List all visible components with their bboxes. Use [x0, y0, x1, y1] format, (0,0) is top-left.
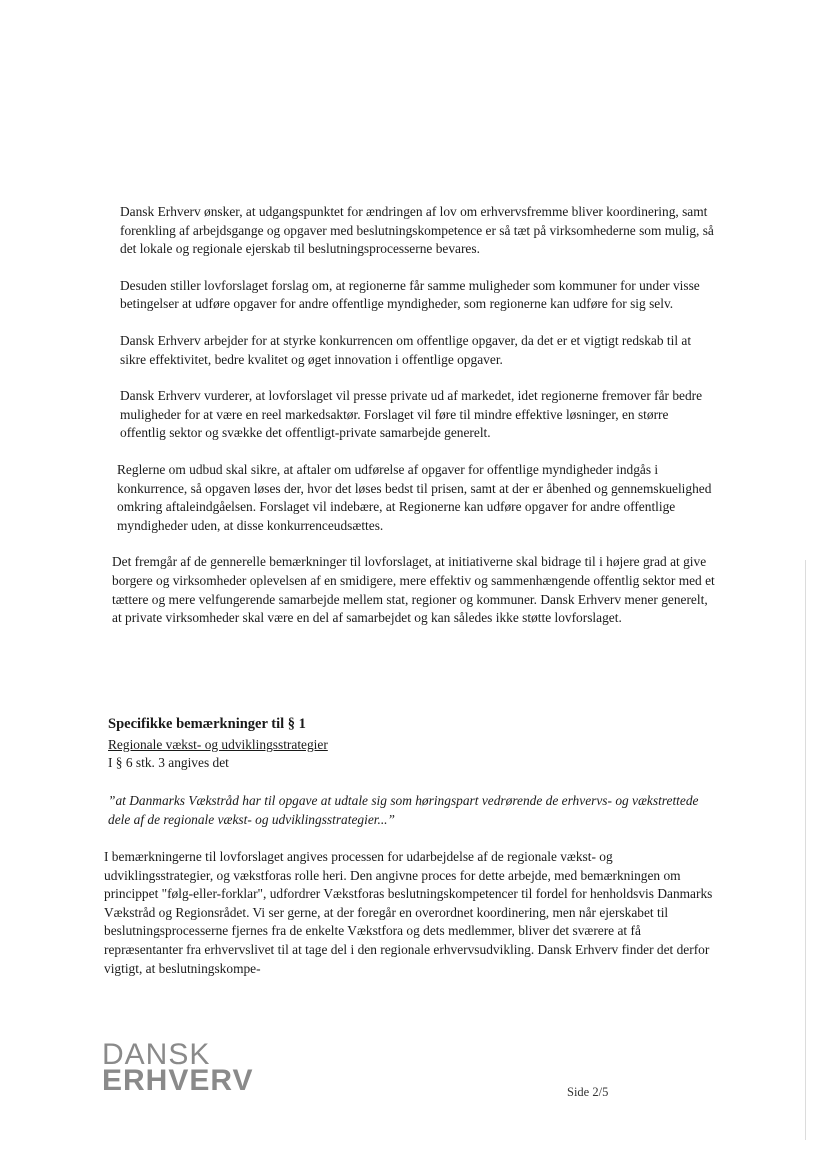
- section-quote: ”at Danmarks Vækstråd har til opgave at udtale sig som høringspart vedrørende de erhvervs- og vækstrettede dele af de regionale vækst- og udviklingsstrategier...”: [108, 793, 699, 827]
- paragraph-6: Det fremgår af de gennerelle bemærkninger til lovforslaget, at initiativerne skal bidrage til i højere grad at give borgere og virksomheder oplevelsen af en smidigere, mere effektiv og sammenhængende offentlig sektor med et tættere og mere velfungerende samarbejde mellem stat, regioner og kommuner. Dansk Erhverv mener generelt, at private virksomheder skal være en del af samarbejdet og kan således ikke støtte lovforslaget.: [112, 554, 715, 626]
- logo-line-1: DANSK: [102, 1038, 211, 1071]
- body-text-top: [104, 203, 716, 646]
- section-subheading: Regionale vækst- og udviklingsstrategier: [108, 737, 328, 752]
- paragraph-2: Desuden stiller lovforslaget forslag om, at regionerne får samme muligheder som kommuner for under visse betingelser at udføre opgaver for andre offentlige myndigheder, som regionerne kan udføre for sig selv.: [120, 277, 700, 312]
- scan-edge-divider: [805, 560, 806, 1140]
- paragraph-1: Dansk Erhverv ønsker, at udgangspunktet for ændringen af lov om erhvervsfremme bliver koordinering, samt forenkling af arbejdsgange og opgaver med beslutningskompetence er så tæt på virksomhederne som mulig, så det lokale og regionale ejerskab til beslutningsprocesserne bevares.: [120, 204, 714, 257]
- page-number: Side 2/5: [567, 1085, 609, 1099]
- paragraph-3: Dansk Erhverv arbejder for at styrke konkurrencen om offentlige opgaver, da det er et vigtigt redskab til at sikre effektivitet, bedre kvalitet og øget innovation i offentlige opgaver.: [120, 332, 692, 367]
- paragraph-4: Dansk Erhverv vurderer, at lovforslaget vil presse private ud af markedet, idet regionerne fremover får bedre muligheder for at være en reel markedsaktør. Forslaget vil føre til mindre effektive løsninger, en større offentlig sektor og svække det offentligt-private samarbejde generelt.: [120, 388, 703, 441]
- paragraph-5: Reglerne om udbud skal sikre, at aftaler om udførelse af opgaver for offentlige myndigheder indgås i konkurrence, så opgaven løses der, hvor det løses bedst til prisen, samt at der er åbenhed og gennemskuelighed omkring aftaleindgåelsen. Forslaget vil indebære, at Regionerne kan udføre opgaver for andre offentlige myndigheder uden, at disse konkurrenceudsættes.: [117, 461, 712, 533]
- dansk-erhverv-logo: [102, 1038, 254, 1097]
- section-heading: Specifikke bemærkninger til § 1: [108, 716, 306, 732]
- logo-line-2: ERHVERV: [102, 1064, 254, 1097]
- section-paragraph: I bemærkningerne til lovforslaget angives processen for udarbejdelse af de regionale vækst- og udviklingsstrategier, og vækstforas rolle heri. Den angivne proces for dette arbejde, med bemærkningen om princippet "følg-eller-forklar", udfordrer Vækstforas beslutningskompetencer til fordel for henholdsvis Danmarks Vækstråd og Regionsrådet. Vi ser gerne, at der foregår en overordnet koordinering, men når ejerskabet til beslutningsprocesserne fjernes fra de enkelte Vækstfora og dets medlemmer, bliver det sværere at få repræsentanter fra erhvervslivet til at tage del i den regionale erhvervsudvikling. Dansk Erhverv finder det derfor vigtigt, at beslutningskompe-: [104, 849, 713, 976]
- section-intro-line: I § 6 stk. 3 angives det: [108, 755, 229, 770]
